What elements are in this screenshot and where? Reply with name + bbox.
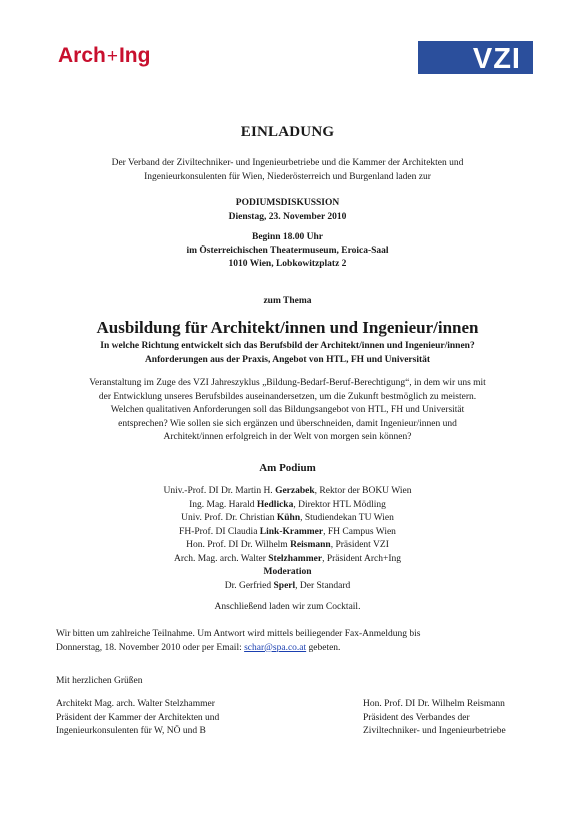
member-name: Reismann xyxy=(290,540,331,550)
email-link[interactable]: schar@spa.co.at xyxy=(244,642,307,653)
cocktail-note: Anschließend laden wir zum Cocktail. xyxy=(214,602,361,612)
event-time: Beginn 18.00 Uhr xyxy=(252,232,323,242)
panel-list xyxy=(40,485,535,566)
logo-vzi-text: VZI xyxy=(472,43,521,75)
member-title: Ing. Mag. Harald xyxy=(189,499,257,510)
signature-role: Ziviltechniker- und Ingenieurbetriebe xyxy=(363,726,506,736)
signature-role: Präsident des Verbandes der xyxy=(363,712,470,723)
subheadline xyxy=(40,340,535,367)
member-name: Gerzabek xyxy=(275,486,315,496)
rsvp-line-start: Donnerstag, 18. November 2010 oder per Email: xyxy=(56,642,245,653)
body-line: Architekt/innen erfolgreich in der Welt von morgen sein können? xyxy=(163,432,412,442)
topic-intro: zum Thema xyxy=(263,296,312,306)
member-role: , FH Campus Wien xyxy=(323,526,396,537)
member-name: Hedlicka xyxy=(256,499,294,510)
logo-plus: + xyxy=(106,46,118,67)
intro-line: Ingenieurkonsulenten für Wien, Niederösterreich und Burgenland laden zur xyxy=(144,171,431,182)
member-title: Univ. Prof. Dr. Christian xyxy=(181,513,277,523)
member-title: FH-Prof. DI Claudia xyxy=(179,526,260,537)
signature-right xyxy=(363,698,548,739)
panel-member xyxy=(40,553,535,567)
member-name: Link-Krammer xyxy=(259,526,324,537)
event-venue: im Österreichischen Theatermuseum, Eroica-Saal xyxy=(186,245,389,256)
body-line: Veranstaltung im Zuge des VZI Jahreszyklus „Bildung-Bedarf-Beruf-Berechtigung“, in dem wir uns mit xyxy=(89,378,486,388)
intro-text xyxy=(40,157,535,184)
page-title: EINLADUNG xyxy=(240,124,335,140)
panel-title: Am Podium xyxy=(259,462,316,474)
event-details xyxy=(40,231,535,272)
rsvp-line: Wir bitten um zahlreiche Teilnahme. Um Antwort wird mittels beiliegender Fax-Anmeldung bis xyxy=(56,629,421,639)
member-title: Univ.-Prof. DI Dr. Martin H. xyxy=(163,486,276,496)
subheadline-line: Anforderungen aus der Praxis, Angebot von HTL, FH und Universität xyxy=(144,354,431,365)
vzi-logo xyxy=(418,41,533,74)
logo-ing-text: Ing xyxy=(118,44,151,67)
greeting: Mit herzlichen Grüßen xyxy=(56,676,143,686)
panel-member xyxy=(40,526,535,540)
body-line: entsprechen? Wie sollen sie sich ergänzen und überschneiden, damit Ingenieur/innen und xyxy=(118,418,457,429)
moderator xyxy=(40,580,535,594)
member-role: , Studiendekan TU Wien xyxy=(300,513,394,523)
signature-name: Hon. Prof. DI Dr. Wilhelm Reismann xyxy=(363,699,505,709)
panel-member xyxy=(40,512,535,526)
member-title: Hon. Prof. DI Dr. Wilhelm xyxy=(186,540,291,550)
event-type: PODIUMSDISKUSSION xyxy=(235,198,340,208)
member-title: Arch. Mag. arch. Walter xyxy=(173,553,269,564)
body-line: der Entwicklung unseres Berufsbildes auseinandersetzen, um die Zukunft bestmöglich zu meistern. xyxy=(98,391,477,402)
moderation xyxy=(40,566,535,593)
member-role: , Rektor der BOKU Wien xyxy=(314,486,412,496)
body-line: Welchen qualitativen Anforderungen soll das Bildungsangebot von HTL, FH und Universität xyxy=(110,405,465,415)
member-role: , Präsident VZI xyxy=(330,540,389,550)
event-date: Dienstag, 23. November 2010 xyxy=(228,211,347,222)
member-name: Stelzhammer xyxy=(268,553,323,564)
rsvp-text xyxy=(56,628,526,655)
signature-left xyxy=(56,698,296,739)
event-header xyxy=(40,197,535,224)
moderator-role: , Der Standard xyxy=(295,580,351,591)
moderation-title: Moderation xyxy=(263,567,312,577)
signature-name: Architekt Mag. arch. Walter Stelzhammer xyxy=(56,699,215,709)
panel-member xyxy=(40,539,535,553)
member-name: Kühn xyxy=(276,513,301,523)
moderator-title: Dr. Gerfried xyxy=(224,580,274,591)
moderator-name: Sperl xyxy=(273,580,296,591)
signature-role: Ingenieurkonsulenten für W, NÖ und B xyxy=(56,726,206,736)
intro-line: Der Verband der Ziviltechniker- und Ingenieurbetriebe und die Kammer der Architekten und xyxy=(111,158,464,168)
event-address: 1010 Wien, Lobkowitzplatz 2 xyxy=(228,259,347,269)
rsvp-line xyxy=(56,642,526,656)
body-text xyxy=(40,377,535,445)
signature-role: Präsident der Kammer der Architekten und xyxy=(56,712,220,723)
member-role: , Präsident Arch+Ing xyxy=(322,553,402,564)
panel-member xyxy=(40,499,535,513)
panel-member xyxy=(40,485,535,499)
logo-arch-text: Arch xyxy=(58,44,106,67)
member-role: , Direktor HTL Mödling xyxy=(293,499,386,510)
arch-ing-logo xyxy=(58,44,150,68)
rsvp-line-end: gebeten. xyxy=(306,642,341,653)
headline: Ausbildung für Architekt/innen und Ingenieur/innen xyxy=(96,318,479,337)
subheadline-line: In welche Richtung entwickelt sich das Berufsbild der Architekt/innen und Ingenieur/innen? xyxy=(100,341,475,351)
